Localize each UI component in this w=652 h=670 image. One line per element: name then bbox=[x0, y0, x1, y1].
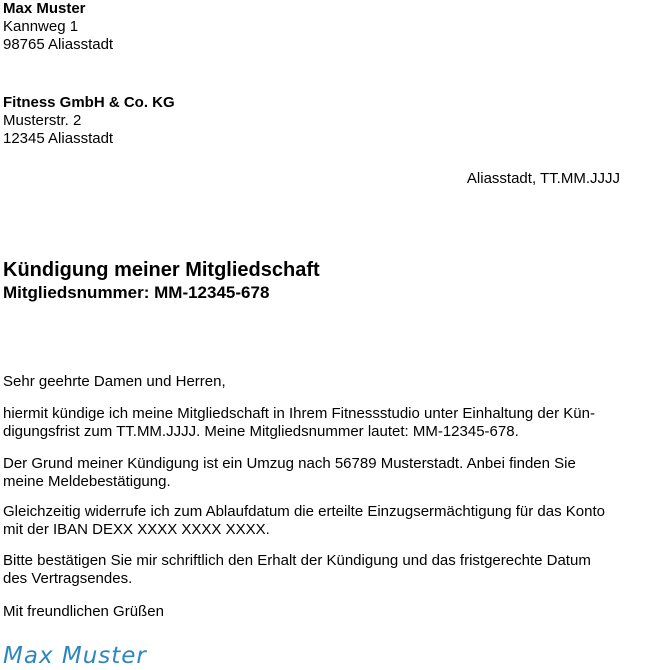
closing-phrase: Mit freundlichen Grüßen bbox=[3, 603, 164, 620]
subject-block bbox=[3, 258, 320, 303]
recipient-address bbox=[3, 94, 175, 148]
paragraph-line: Gleichzeitig widerrufe ich zum Ablaufdatum die erteilte Einzugsermächtigung für das Konto bbox=[3, 503, 605, 520]
recipient-city: 12345 Aliasstadt bbox=[3, 130, 114, 147]
paragraph-line: digungsfrist zum TT.MM.JJJJ. Meine Mitgliedsnummer lautet: MM-12345-678. bbox=[3, 423, 519, 440]
paragraph-line: mit der IBAN DEXX XXXX XXXX XXXX. bbox=[3, 521, 270, 538]
paragraph-line: hiermit kündige ich meine Mitgliedschaft in Ihrem Fitnessstudio unter Einhaltung der Kün- bbox=[3, 405, 595, 422]
paragraph-line: Der Grund meiner Kündigung ist ein Umzug nach 56789 Musterstadt. Anbei finden Sie bbox=[3, 455, 576, 472]
recipient-name: Fitness GmbH & Co. KG bbox=[3, 94, 175, 111]
paragraph-line: Bitte bestätigen Sie mir schriftlich den Erhalt der Kündigung und das fristgerechte Datum bbox=[3, 552, 591, 569]
subject-title: Kündigung meiner Mitgliedschaft bbox=[3, 259, 320, 281]
paragraph-revocation bbox=[3, 503, 605, 539]
sender-name: Max Muster bbox=[3, 0, 86, 17]
sender-city: 98765 Aliasstadt bbox=[3, 36, 114, 53]
paragraph-reason bbox=[3, 455, 576, 491]
subject-member-number: Mitgliedsnummer: MM-12345-678 bbox=[3, 283, 270, 302]
paragraph-line: des Vertragsendes. bbox=[3, 570, 133, 587]
salutation: Sehr geehrte Damen und Herren, bbox=[3, 373, 226, 390]
paragraph-line: meine Meldebestätigung. bbox=[3, 473, 171, 490]
paragraph-confirmation-request bbox=[3, 552, 591, 588]
recipient-street: Musterstr. 2 bbox=[3, 112, 82, 129]
sender-address bbox=[3, 0, 113, 54]
handwritten-signature: Max Muster bbox=[3, 643, 147, 669]
paragraph-termination bbox=[3, 405, 595, 441]
date-line: Aliasstadt, TT.MM.JJJJ bbox=[466, 170, 620, 187]
sender-street: Kannweg 1 bbox=[3, 18, 79, 35]
